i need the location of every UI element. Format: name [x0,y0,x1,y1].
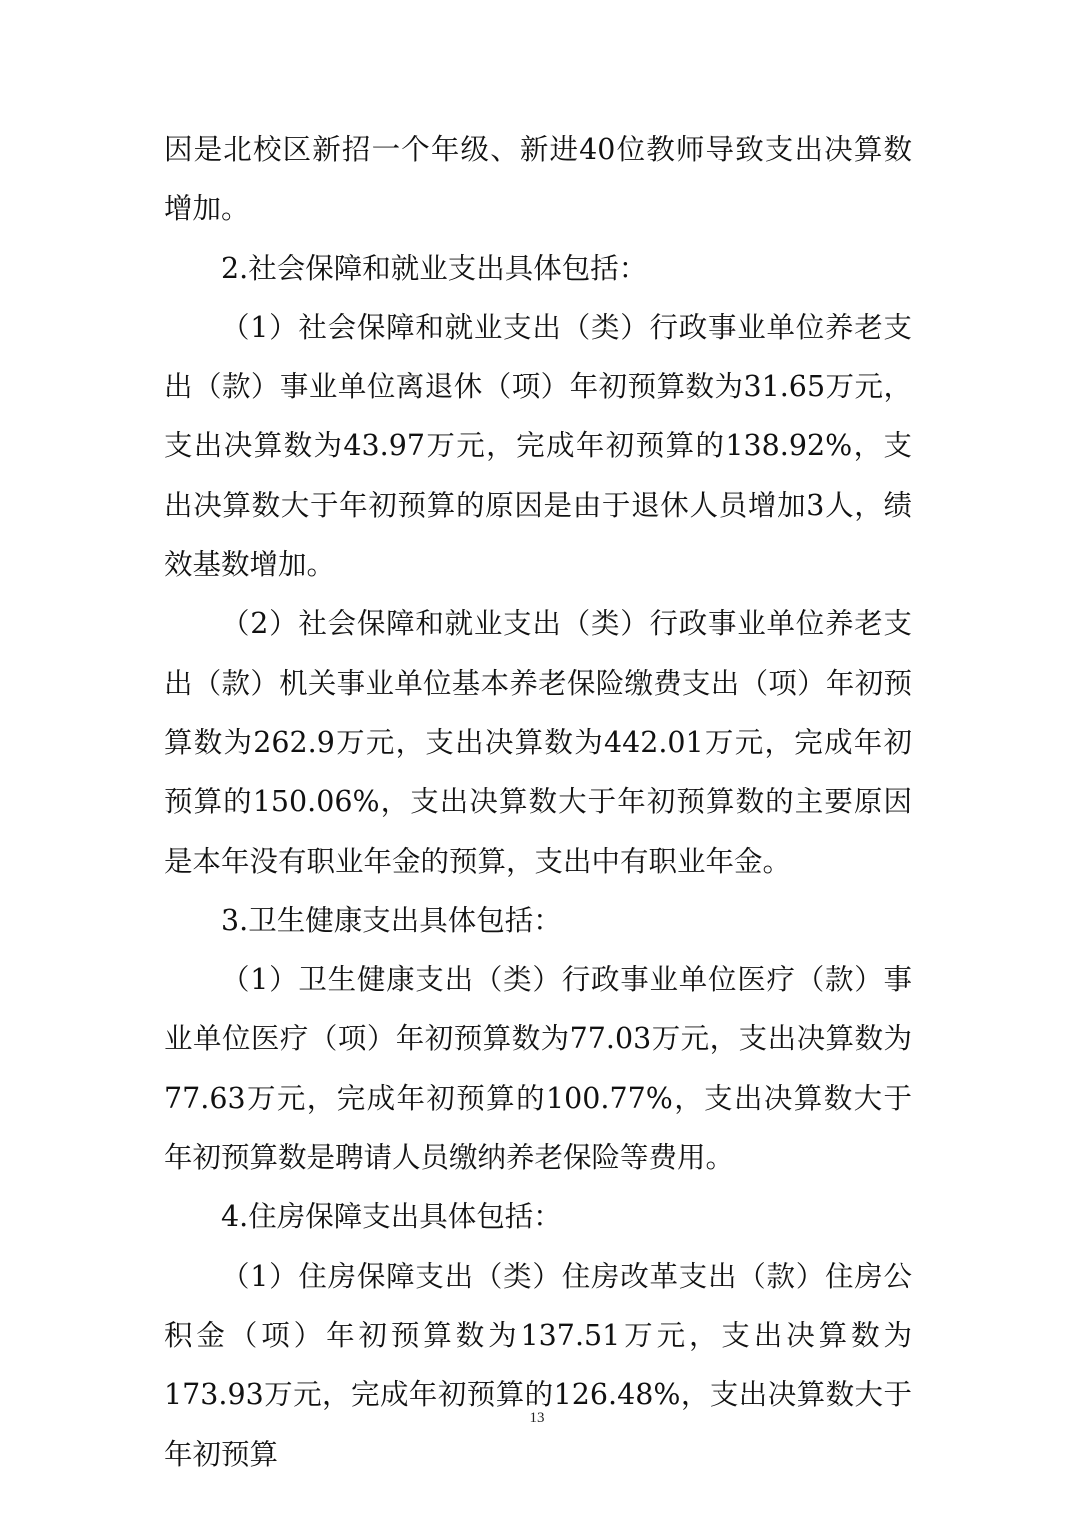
heading-housing: 4.住房保障支出具体包括： [221,1200,562,1234]
paragraph-medical: （1）卫生健康支出（类）行政事业单位医疗（款）事业单位医疗（项）年初预算数为77.03万元，支出决算数为77.63万元，完成年初预算的100.77%，支出决算数大于年初预算数是聘请人员缴纳养老保险等费用。 [164,963,912,1175]
paragraph-pension-insurance: （2）社会保障和就业支出（类）行政事业单位养老支出（款）机关事业单位基本养老保险缴费支出（项）年初预算数为262.9万元，支出决算数为442.01万元，完成年初预算的150.06%，支出决算数大于年初预算数的主要原因是本年没有职业年金的预算，支出中有职业年金。 [164,607,912,878]
paragraph-retirement: （1）社会保障和就业支出（类）行政事业单位养老支出（款）事业单位离退休（项）年初预算数为31.65万元，支出决算数为43.97万元，完成年初预算的138.92%，支出决算数大于年初预算的原因是由于退休人员增加3人，绩效基数增加。 [164,310,912,582]
heading-health: 3.卫生健康支出具体包括： [221,903,562,937]
page-number: 13 [529,1410,545,1426]
paragraph-continuation: 因是北校区新招一个年级、新进40位教师导致支出决算数增加。 [164,133,912,226]
paragraph-housing-fund: （1）住房保障支出（类）住房改革支出（款）住房公积金（项）年初预算数为137.51万元，支出决算数为173.93万元，完成年初预算的126.48%，支出决算数大于年初预算 [164,1259,912,1471]
body-text [164,120,912,1484]
heading-social-security: 2.社会保障和就业支出具体包括： [221,251,648,285]
